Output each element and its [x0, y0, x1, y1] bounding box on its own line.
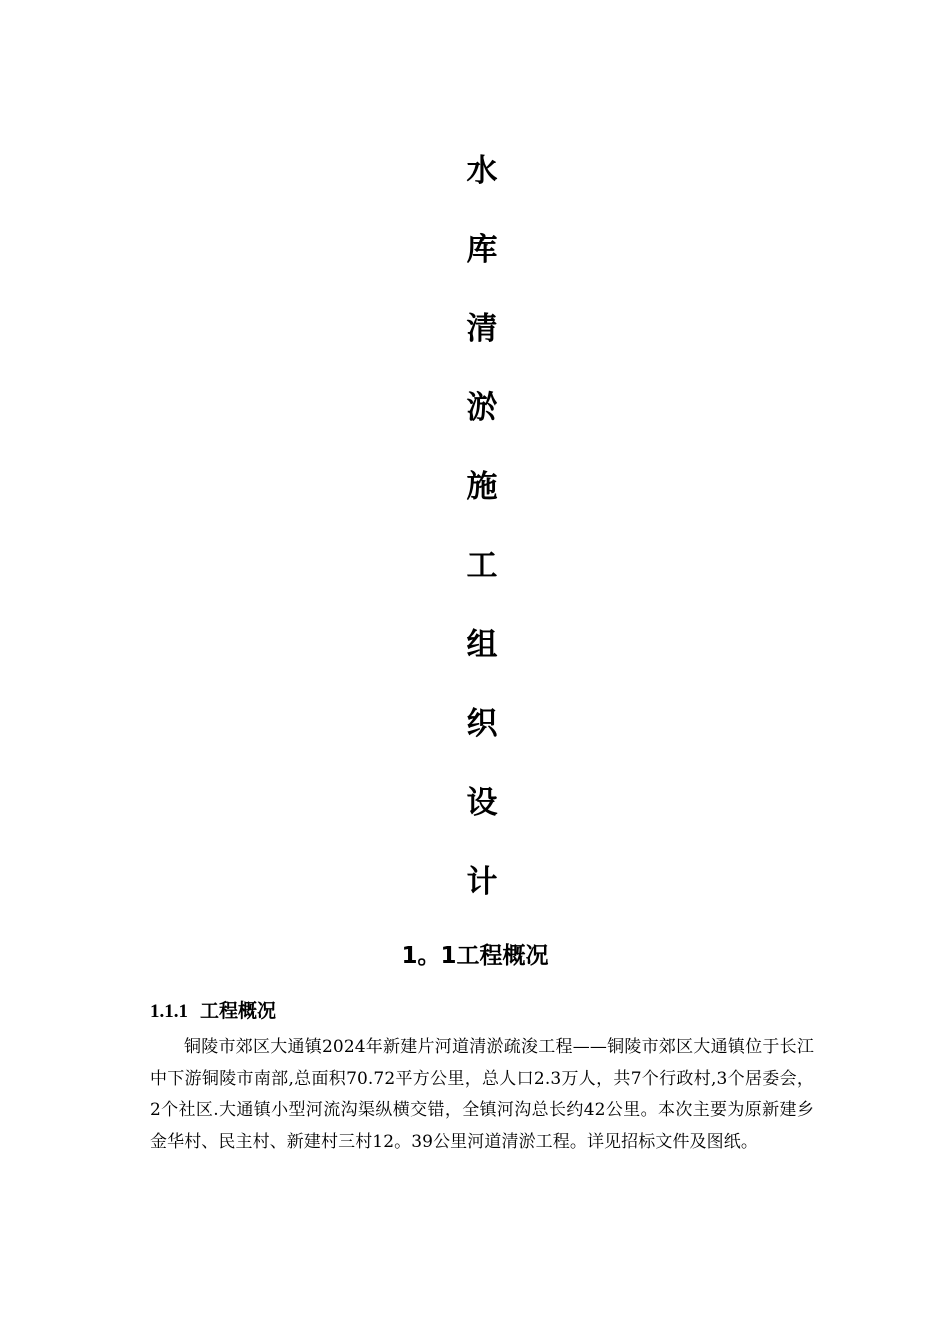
title-char: 淤	[466, 390, 498, 426]
title-char: 施	[466, 469, 498, 505]
title-char: 设	[466, 785, 498, 821]
section-heading: 1。1工程概况	[401, 943, 549, 969]
subsection-number: 1.1.1	[150, 1001, 188, 1022]
title-char: 库	[466, 232, 498, 268]
title-char: 水	[466, 153, 498, 189]
title-char: 组	[466, 627, 498, 663]
title-char: 清	[466, 311, 498, 347]
body-paragraph: 铜陵市郊区大通镇2024年新建片河道清淤疏浚工程——铜陵市郊区大通镇位于长江中下游铜陵市南部,总面积70.72平方公里，总人口2.3万人，共7个行政村,3个居委会，2个社区.大通镇小型河流沟渠纵横交错，全镇河沟总长约42公里。本次主要为原新建乡金华村、民主村、新建村三村12。39公里河道清淤工程。详见招标文件及图纸。	[150, 1037, 814, 1152]
subsection-heading	[150, 996, 276, 1027]
title-char: 织	[466, 706, 498, 742]
title-char: 工	[466, 548, 498, 584]
vertical-title	[440, 145, 524, 935]
title-char: 计	[466, 864, 498, 900]
subsection-title: 工程概况	[200, 1000, 277, 1022]
